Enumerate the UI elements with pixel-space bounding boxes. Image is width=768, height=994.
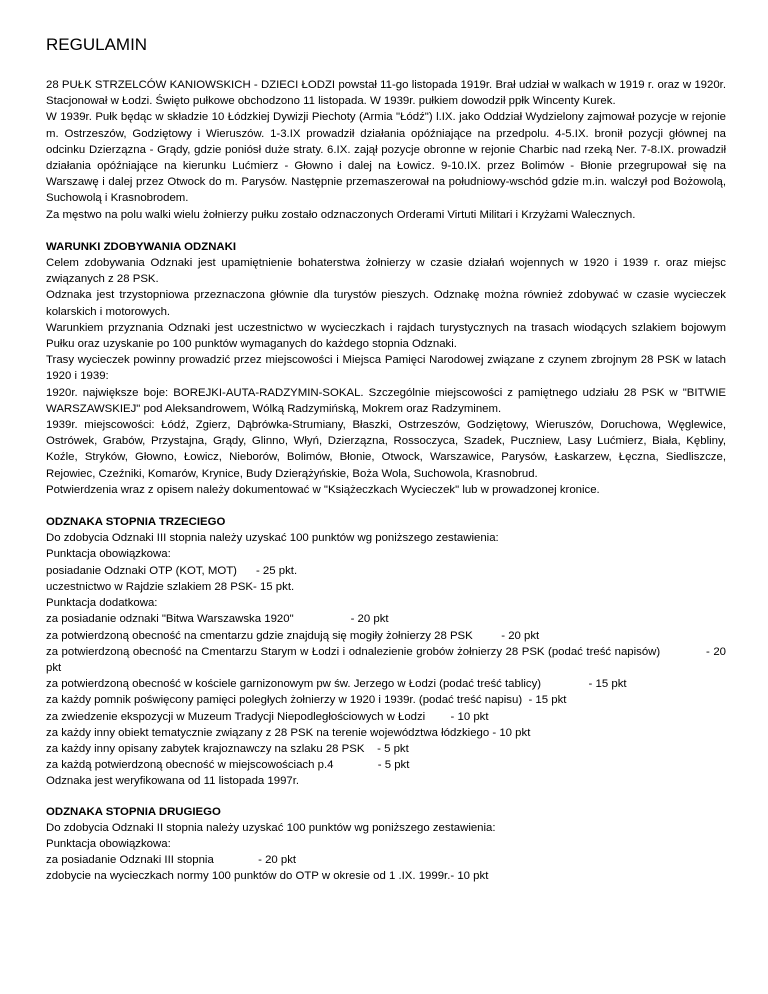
- rule-line: za potwierdzoną obecność na Cmentarzu Starym w Łodzi i odnalezienie grobów żołnierzy 28 PSK (podać treść napisów) - 20 pkt: [46, 645, 730, 674]
- rule-line: za posiadanie odznaki "Bitwa Warszawska 1920" - 20 pkt: [46, 613, 389, 626]
- conditions-paragraph: Potwierdzenia wraz z opisem należy dokumentować w "Książeczkach Wycieczek" lub w prowadzonej kronice.: [46, 483, 600, 496]
- intro-paragraph: 28 PUŁK STRZELCÓW KANIOWSKICH - DZIECI ŁODZI powstał 11-go listopada 1919r. Brał udział w walkach w 1919 r. oraz w 1920r. Stacjonował w Łodzi. Święto pułkowe obchodzono 11 listopada. W 1939r. pułkiem dowodził ppłk Wincenty Kurek.: [46, 79, 726, 108]
- rule-line: Punktacja obowiązkowa:: [46, 548, 171, 561]
- conditions-paragraph: Celem zdobywania Odznaki jest upamiętnienie bohaterstwa żołnierzy w czasie działań wojennych w 1920 i 1939 r. oraz miejsc związanych z 28 PSK.: [46, 257, 726, 286]
- rule-line: Punktacja dodatkowa:: [46, 597, 158, 610]
- rule-line: za posiadanie Odznaki III stopnia - 20 pkt: [46, 854, 297, 867]
- second-degree-section: [46, 804, 726, 885]
- conditions-paragraph: Odznaka jest trzystopniowa przeznaczona głównie dla turystów pieszych. Odznakę można również zdobywać w czasie wycieczek kolarskich i motorowych.: [46, 289, 726, 318]
- conditions-paragraph: Warunkiem przyznania Odznaki jest uczestnictwo w wycieczkach i rajdach turystycznych na trasach wiodących szlakiem bojowym Pułku oraz uzyskanie po 100 punktów wymaganych do każdego stopnia Odznaki.: [46, 321, 726, 351]
- rule-line: zdobycie na wycieczkach normy 100 punktów do OTP w okresie od 1 .IX. 1999r.- 10 pkt: [46, 870, 489, 883]
- rule-line: Do zdobycia Odznaki III stopnia należy uzyskać 100 punktów wg poniższego zestawienia:: [46, 532, 499, 545]
- document-page: [46, 34, 730, 885]
- rule-line: za potwierdzoną obecność w kościele garnizonowym pw św. Jerzego w Łodzi (podać treść tablicy) - 15 pkt: [46, 678, 627, 691]
- intro-paragraph: W 1939r. Pułk będąc w składzie 10 Łódzkiej Dywizji Piechoty (Armia "Łódź") l.IX. jako Oddział Wydzielony zajmował pozycje w rejonie m. Ostrzeszów, Godziętowy i Wieruszów. 1-3.IX prowadził działania opóźniające na przedpolu. 4-5.IX. bronił pozycji głównej na odcinku Dzierzązna - Grądy, gdzie poniósł duże straty. 6.IX. zajął pozycje obronne w rejonie Charbic nad rzeką Ner. 7-8.IX. prowadził działania opóźniające na kierunku Lućmierz - Głowno i dalej na Łowicz. 9-10.IX. przez Bolimów - Błonie przegrupował się na Warszawę i dalej przez Otwock do m. Parysów. Następnie przemaszerował na południowy-wschód gdzie m.in. walczył pod Bożowolą, Suchowolą i Krasnobrodem.: [46, 111, 726, 205]
- rule-line: za zwiedzenie ekspozycji w Muzeum Tradycji Niepodległościowych w Łodzi - 10 pkt: [46, 710, 489, 723]
- rule-line: za każdy pomnik poświęcony pamięci poległych żołnierzy w 1920 i 1939r. (podać treść napisu) - 15 pkt: [46, 694, 567, 707]
- section-heading: WARUNKI ZDOBYWANIA ODZNAKI: [46, 240, 237, 253]
- conditions-paragraph: 1920r. największe boje: BOREJKI-AUTA-RADZYMIN-SOKAL. Szczególnie miejscowości z pamiętnego udziału 28 PSK w "BITWIE WARSZAWSKIEJ" pod Aleksandrowem, Wólką Radzymińską, Mokrem oraz Radzyminem.: [46, 386, 726, 415]
- conditions-paragraph: 1939r. miejscowości: Łódź, Zgierz, Dąbrówka-Strumiany, Błaszki, Ostrzeszów, Godziętowy, Wieruszów, Doruchowa, Węglewice, Ostrówek, Grabów, Przystajna, Grądy, Glinno, Włyń, Dzierzązna, Rossoczyca, Szadek, Puczniew, Lasy Lućmierz, Biała, Kębliny, Koźle, Stryków, Głowno, Łowicz, Nieborów, Bolimów, Błonie, Otwock, Warszawice, Parysów, Łaskarzew, Łęczna, Siedliszcze, Rejowiec, Czeźniki, Komarów, Krynice, Budy Dzierążyńskie, Boża Wola, Suchowola, Krasnobrud.: [46, 419, 726, 480]
- intro-section: [46, 77, 726, 223]
- section-heading: ODZNAKA STOPNIA DRUGIEGO: [46, 805, 221, 818]
- rule-line: za każdy inny opisany zabytek krajoznawczy na szlaku 28 PSK - 5 pkt: [46, 742, 409, 755]
- conditions-paragraph: Trasy wycieczek powinny prowadzić przez miejscowości i Miejsca Pamięci Narodowej związane z czynem zbrojnym 28 PSK w latach 1920 i 1939:: [46, 354, 726, 383]
- rule-line: za potwierdzoną obecność na cmentarzu gdzie znajdują się mogiły żołnierzy 28 PSK - 20 pkt: [46, 629, 540, 642]
- rule-line: za każdą potwierdzoną obecność w miejscowościach p.4 - 5 pkt: [46, 759, 410, 772]
- rule-line: Do zdobycia Odznaki II stopnia należy uzyskać 100 punktów wg poniższego zestawienia:: [46, 821, 496, 834]
- intro-paragraph: Za męstwo na polu walki wielu żołnierzy pułku zostało odznaczonych Orderami Virtuti Militari i Krzyżami Walecznych.: [46, 208, 636, 221]
- section-heading: ODZNAKA STOPNIA TRZECIEGO: [46, 516, 226, 529]
- rule-line: uczestnictwo w Rajdzie szlakiem 28 PSK- 15 pkt.: [46, 580, 295, 593]
- conditions-section: [46, 239, 726, 498]
- rule-line: posiadanie Odznaki OTP (KOT, MOT) - 25 pkt.: [46, 564, 298, 577]
- rule-line: Odznaka jest weryfikowana od 11 listopada 1997r.: [46, 775, 300, 788]
- rule-line: za każdy inny obiekt tematycznie związany z 28 PSK na terenie województwa łódzkiego - 10 pkt: [46, 726, 531, 739]
- third-degree-section: [46, 514, 730, 789]
- rule-line: Punktacja obowiązkowa:: [46, 837, 171, 850]
- document-title: REGULAMIN: [46, 35, 148, 54]
